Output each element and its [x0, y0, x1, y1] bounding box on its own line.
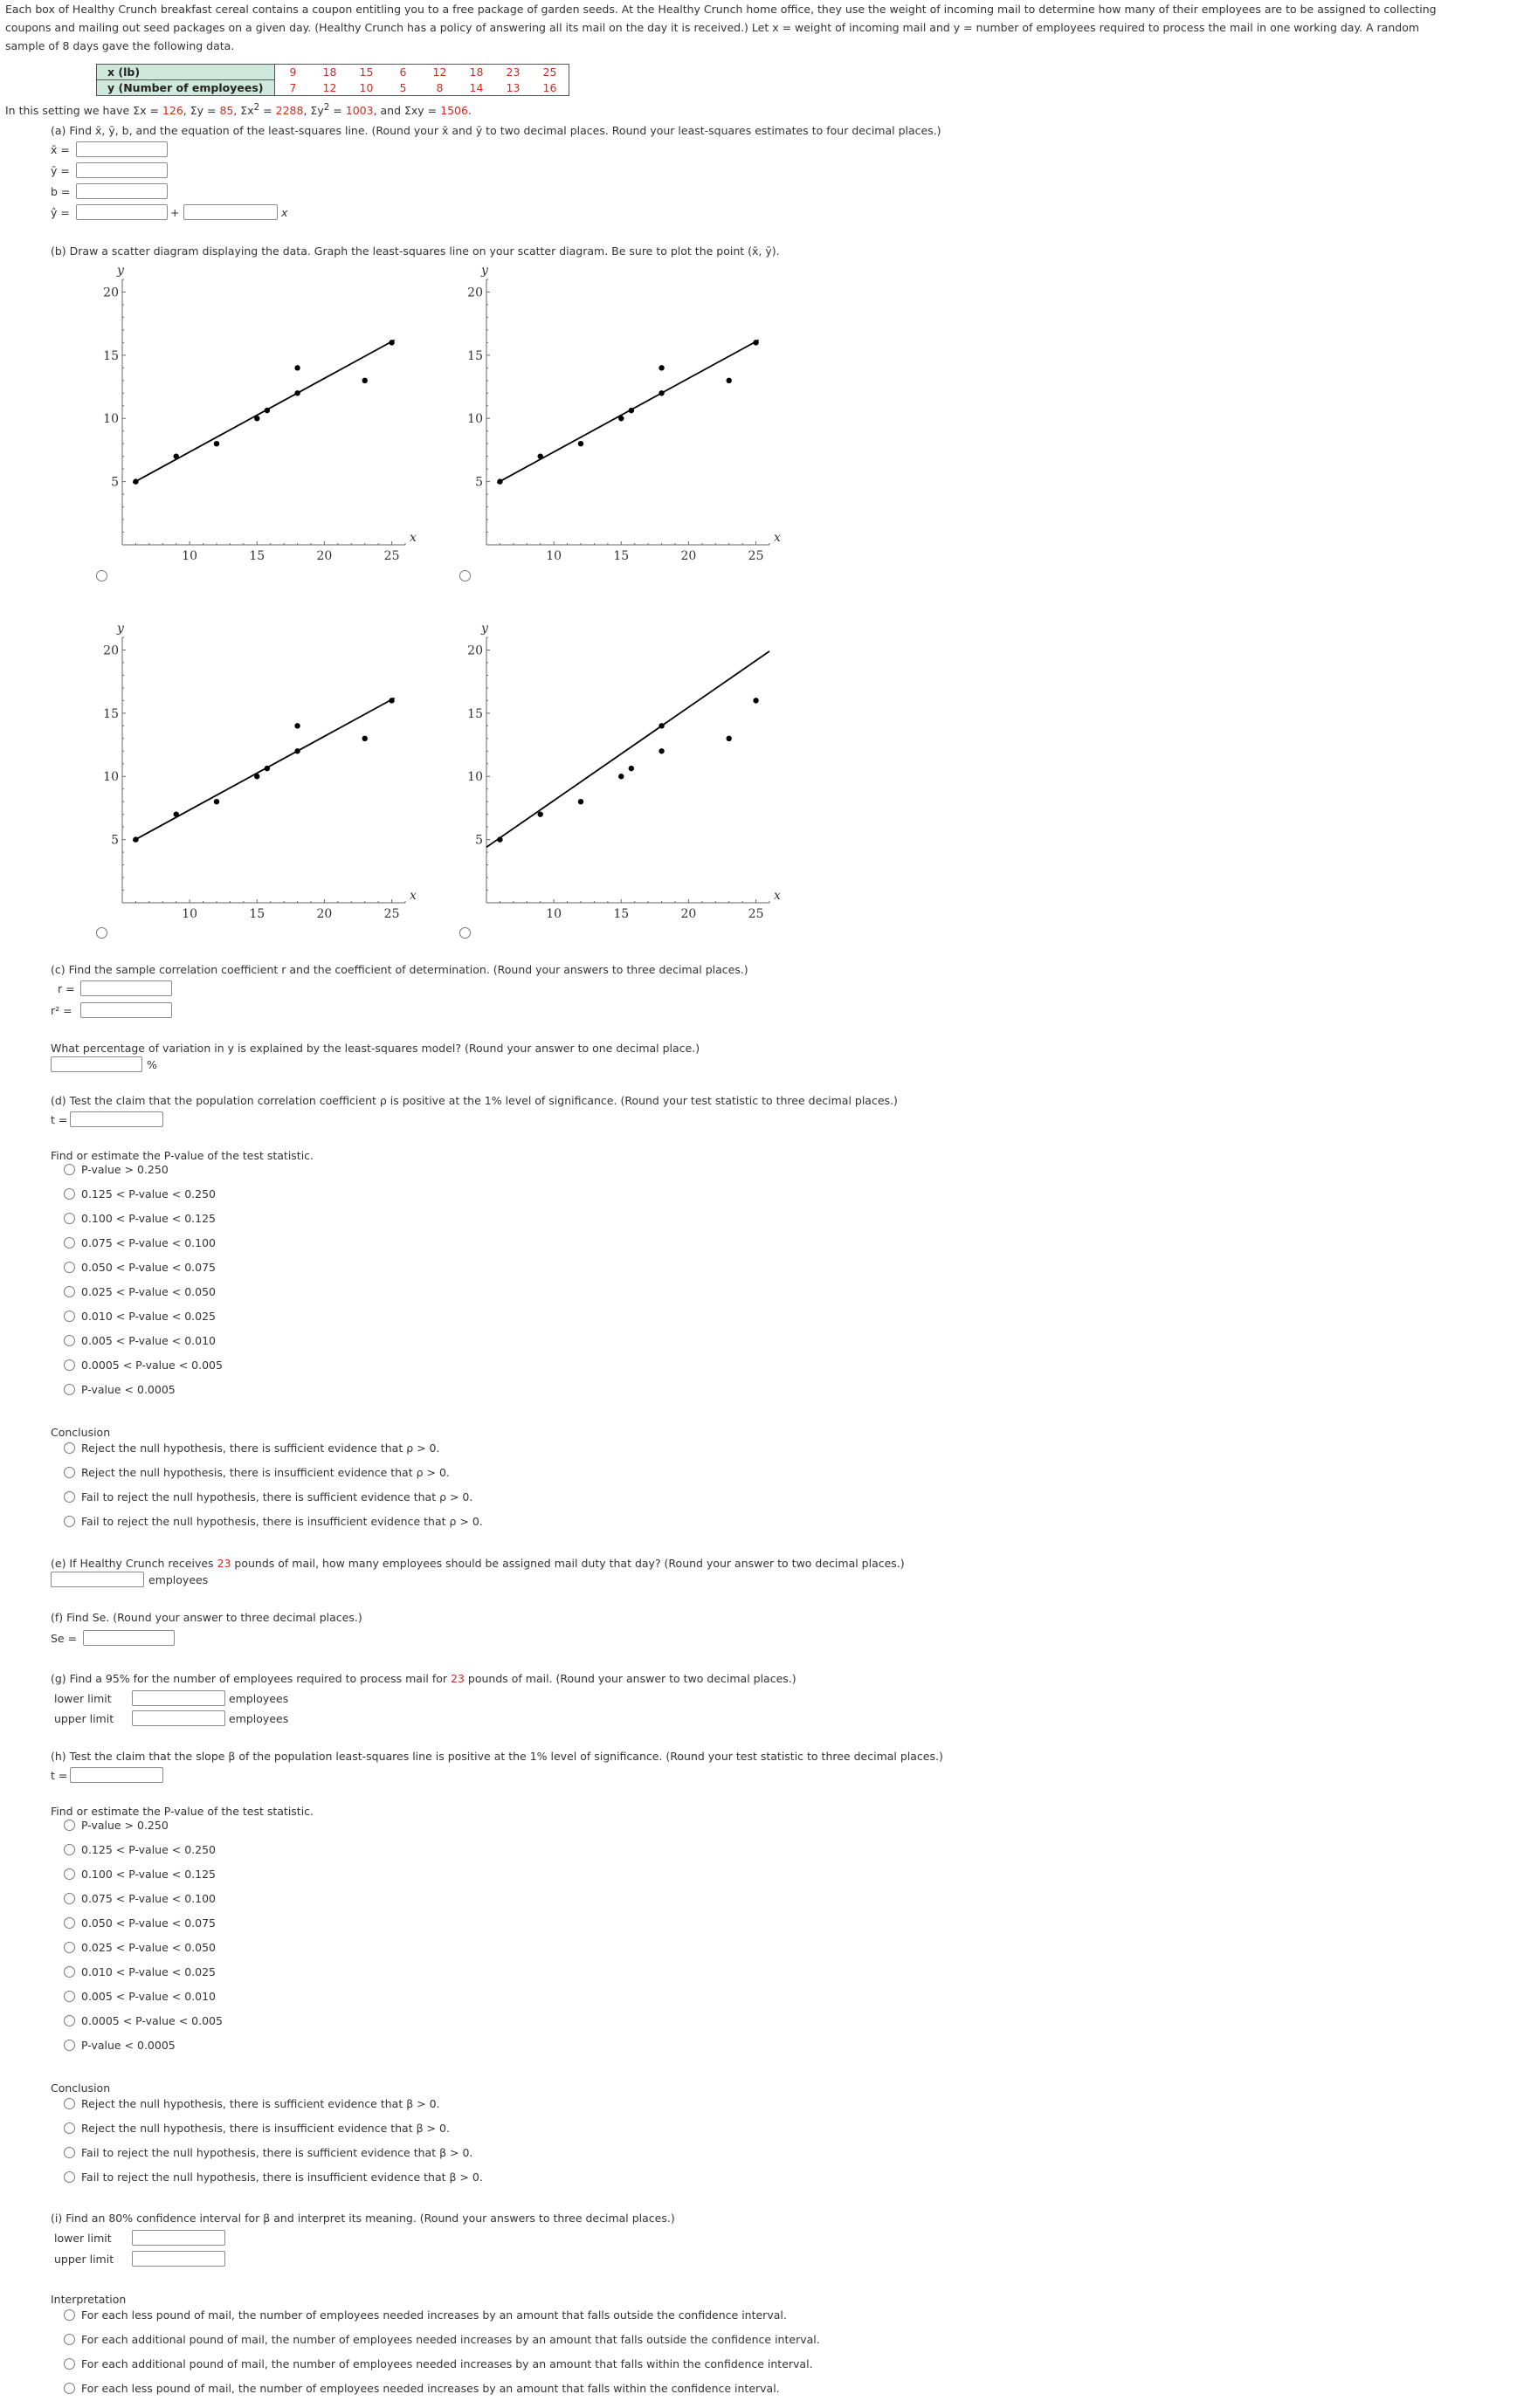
- radio-circle[interactable]: [64, 2147, 75, 2158]
- x-tick-label: 20: [680, 907, 697, 921]
- x-tick-label: 15: [249, 907, 265, 921]
- y-tick-label: 5: [475, 833, 483, 848]
- pvalue-option-h[interactable]: [64, 1843, 216, 1857]
- data-point: [753, 340, 758, 345]
- y-tick-label: 20: [467, 643, 483, 658]
- radio-circle[interactable]: [64, 2040, 75, 2051]
- b-label: b =: [51, 185, 71, 198]
- plus-sign: +: [170, 206, 180, 219]
- ybar-label: ȳ =: [51, 164, 70, 177]
- option-label: P-value < 0.0005: [81, 1383, 176, 1396]
- y-row: [97, 80, 569, 96]
- upper-limit-label-g: upper limit: [54, 1712, 114, 1725]
- data-point: [727, 378, 732, 383]
- sum-y2: 1003: [345, 104, 374, 118]
- graph-option-3-radio[interactable]: [96, 927, 107, 939]
- pvalue-option-h[interactable]: [64, 1819, 169, 1833]
- sum-x2: 2288: [275, 104, 304, 118]
- employees-unit: employees: [148, 1573, 209, 1586]
- radio-circle[interactable]: [64, 2171, 75, 2183]
- mail-weight: 23: [217, 1557, 231, 1570]
- y-value: 5: [385, 80, 422, 96]
- x-value: 23: [495, 65, 532, 80]
- intro-line-2: coupons and mailing out seed packages on a given day. (Healthy Crunch has a policy of answering all its mail on the day it is received.) Let x = weight of incoming mail and y = number of employees required to process the mail in one working day. A random: [5, 21, 1420, 34]
- option-label: 0.050 < P-value < 0.075: [81, 1261, 216, 1274]
- pvalue-option-h[interactable]: [64, 2039, 176, 2053]
- part-d-question: (d) Test the claim that the population correlation coefficient ρ is positive at the 1% level of significance. (Round your test statistic to three decimal places.): [51, 1094, 898, 1107]
- option-label: 0.025 < P-value < 0.050: [81, 1941, 216, 1954]
- pct-question: What percentage of variation in y is explained by the least-squares model? (Round your answer to one decimal place.): [51, 1042, 700, 1055]
- conclusion-option-d[interactable]: [64, 1441, 439, 1455]
- conclusion-label-d: Conclusion: [51, 1426, 111, 1439]
- pvalue-option-d[interactable]: [64, 1383, 176, 1397]
- data-point: [538, 811, 543, 816]
- radio-circle[interactable]: [64, 1917, 75, 1929]
- x-tick-label: 15: [613, 907, 630, 921]
- option-label: 0.005 < P-value < 0.010: [81, 1990, 216, 2003]
- y-tick-label: 20: [467, 286, 483, 300]
- radio-circle[interactable]: [64, 1188, 75, 1200]
- xbar-input[interactable]: [76, 141, 168, 157]
- radio-circle[interactable]: [64, 1966, 75, 1978]
- interpretation-option[interactable]: [64, 2382, 780, 2396]
- data-point: [578, 441, 583, 446]
- data-point: [497, 478, 502, 484]
- data-point: [659, 748, 664, 753]
- sum-xy-label: , and Σxy =: [373, 104, 441, 118]
- x-tick-label: 10: [546, 549, 562, 563]
- data-point: [133, 836, 138, 842]
- radio-circle[interactable]: [64, 1820, 75, 1831]
- part-h-question: (h) Test the claim that the slope β of the population least-squares line is positive at the 1% level of significance. (Round your test statistic to three decimal places.): [51, 1750, 943, 1763]
- q-text: pounds of mail. (Round your answer to two decimal places.): [464, 1672, 796, 1685]
- option-label: For each additional pound of mail, the number of employees needed increases by an amount that falls within the confidence interval.: [81, 2357, 813, 2370]
- y-tick-label: 15: [467, 348, 483, 363]
- pvalue-option-h[interactable]: [64, 1941, 216, 1955]
- y-value: 8: [422, 80, 459, 96]
- se-label: Se =: [51, 1632, 78, 1645]
- option-label: 0.0005 < P-value < 0.005: [81, 2014, 223, 2027]
- data-point: [214, 441, 219, 446]
- data-point: [174, 453, 179, 458]
- data-point: [389, 340, 394, 345]
- radio-circle[interactable]: [64, 1844, 75, 1855]
- conclusion-option-h[interactable]: [64, 2097, 440, 2111]
- pvalue-option-h[interactable]: [64, 1892, 216, 1906]
- radio-circle[interactable]: [64, 1893, 75, 1904]
- pvalue-option-h[interactable]: [64, 1868, 216, 1882]
- part-i-question: (i) Find an 80% confidence interval for β and interpret its meaning. (Round your answers to three decimal places.): [51, 2212, 675, 2225]
- data-point: [294, 390, 300, 396]
- y-tick-label: 10: [467, 412, 483, 427]
- data-point: [618, 774, 624, 779]
- option-label: 0.125 < P-value < 0.250: [81, 1187, 216, 1201]
- data-point: [629, 408, 634, 413]
- data-point: [294, 748, 300, 753]
- option-label: 0.010 < P-value < 0.025: [81, 1310, 216, 1323]
- y-value: 7: [274, 80, 312, 96]
- conclusion-option-h[interactable]: [64, 2122, 450, 2136]
- option-label: 0.100 < P-value < 0.125: [81, 1212, 216, 1225]
- sum-x2-label: , Σx: [233, 104, 254, 118]
- y-value: 10: [348, 80, 385, 96]
- employees-input[interactable]: [51, 1572, 144, 1587]
- x-tick-label: 10: [182, 549, 198, 563]
- x-axis-label: x: [410, 531, 417, 545]
- graph-option-1: [94, 264, 419, 565]
- x-tick-label: 25: [748, 907, 764, 921]
- part-e-question: [51, 1557, 905, 1570]
- sums-line: [5, 102, 472, 117]
- eq: =: [329, 104, 346, 118]
- y-axis-label: y: [117, 622, 124, 636]
- data-point: [753, 698, 758, 703]
- pct-input[interactable]: [51, 1056, 142, 1072]
- y-tick-label: 15: [467, 706, 483, 721]
- y-value: 13: [495, 80, 532, 96]
- option-label: For each less pound of mail, the number of employees needed increases by an amount that falls outside the confidence interval.: [81, 2308, 787, 2322]
- interpretation-option[interactable]: [64, 2333, 820, 2347]
- y-tick-label: 5: [111, 475, 119, 490]
- part-f-question: (f) Find Se. (Round your answer to three decimal places.): [51, 1611, 362, 1624]
- yhat-intercept-input[interactable]: [76, 204, 168, 220]
- y-value: 14: [459, 80, 495, 96]
- option-label: Reject the null hypothesis, there is insufficient evidence that β > 0.: [81, 2122, 450, 2135]
- part-c-question: (c) Find the sample correlation coefficient r and the coefficient of determination. (Round your answers to three decimal places.): [51, 963, 748, 976]
- option-label: For each additional pound of mail, the number of employees needed increases by an amount that falls outside the confidence interval.: [81, 2333, 820, 2346]
- t-input-h[interactable]: [70, 1767, 163, 1783]
- radio-circle[interactable]: [64, 1868, 75, 1880]
- y-value: 16: [532, 80, 569, 96]
- r-input[interactable]: [80, 980, 172, 996]
- lower-limit-label-i: lower limit: [54, 2232, 112, 2245]
- x-axis-label: x: [774, 531, 781, 545]
- pvalue-option-d[interactable]: [64, 1359, 223, 1373]
- yhat-slope-input[interactable]: [183, 204, 278, 220]
- x-value: 25: [532, 65, 569, 80]
- t-input-d[interactable]: [70, 1111, 163, 1127]
- data-point: [727, 736, 732, 741]
- option-label: 0.010 < P-value < 0.025: [81, 1965, 216, 1978]
- interpretation-label: Interpretation: [51, 2293, 127, 2306]
- pvalue-option-d[interactable]: [64, 1334, 216, 1348]
- radio-circle[interactable]: [64, 1286, 75, 1297]
- data-point: [265, 766, 270, 771]
- radio-circle[interactable]: [64, 2309, 75, 2321]
- part-b-question: (b) Draw a scatter diagram displaying the data. Graph the least-squares line on your scatter diagram. Be sure to plot the point (x̄, ȳ).: [51, 244, 780, 258]
- x-value: 15: [348, 65, 385, 80]
- graph-option-2-radio[interactable]: [459, 570, 471, 581]
- pvalue-option-d[interactable]: [64, 1187, 216, 1201]
- data-point: [362, 736, 368, 741]
- period: .: [467, 104, 472, 118]
- y-tick-label: 15: [103, 706, 119, 721]
- y-axis-label: y: [117, 264, 124, 278]
- q-text: (e) If Healthy Crunch receives: [51, 1557, 217, 1570]
- regression-line: [133, 698, 394, 841]
- x-value: 18: [312, 65, 348, 80]
- y-tick-label: 10: [103, 412, 119, 427]
- data-point: [265, 408, 270, 413]
- radio-circle[interactable]: [64, 2098, 75, 2109]
- data-point: [659, 365, 664, 370]
- option-label: Fail to reject the null hypothesis, there is insufficient evidence that ρ > 0.: [81, 1515, 483, 1528]
- radio-circle[interactable]: [64, 2383, 75, 2394]
- conclusion-option-d[interactable]: [64, 1515, 483, 1529]
- x-tick-label: 10: [182, 907, 198, 921]
- eq: =: [259, 104, 276, 118]
- sup-2: 2: [253, 102, 260, 113]
- y-tick-label: 10: [467, 770, 483, 785]
- y-tick-label: 20: [103, 643, 119, 658]
- x-axis-label: x: [410, 889, 417, 903]
- x-tick-label: 10: [546, 907, 562, 921]
- option-label: Reject the null hypothesis, there is sufficient evidence that β > 0.: [81, 2097, 440, 2110]
- graph-option-3: [94, 622, 419, 923]
- q-text: pounds of mail, how many employees should be assigned mail duty that day? (Round your answer to two decimal places.): [231, 1557, 905, 1570]
- data-point: [214, 799, 219, 804]
- x-tick-label: 15: [613, 549, 630, 563]
- pvalue-option-d[interactable]: [64, 1310, 216, 1324]
- pct-unit: %: [147, 1058, 157, 1071]
- data-point: [389, 698, 394, 703]
- radio-circle[interactable]: [64, 1262, 75, 1273]
- pvalue-option-d[interactable]: [64, 1261, 216, 1275]
- r2-label: r² =: [51, 1004, 72, 1017]
- x-tick-label: 25: [383, 907, 400, 921]
- radio-circle[interactable]: [64, 1491, 75, 1503]
- y-axis-label: y: [481, 622, 488, 636]
- data-point: [497, 836, 502, 842]
- pvalue-option-d[interactable]: [64, 1285, 216, 1299]
- data-point: [538, 453, 543, 458]
- option-label: 0.005 < P-value < 0.010: [81, 1334, 216, 1347]
- sum-xy: 1506: [440, 104, 468, 118]
- interpretation-option[interactable]: [64, 2308, 787, 2322]
- option-label: Fail to reject the null hypothesis, there is sufficient evidence that β > 0.: [81, 2146, 473, 2159]
- option-label: Fail to reject the null hypothesis, there is insufficient evidence that β > 0.: [81, 2171, 483, 2184]
- x-tick-label: 15: [249, 549, 265, 563]
- pvalue-option-d[interactable]: [64, 1212, 216, 1226]
- radio-circle[interactable]: [64, 1384, 75, 1395]
- pvalue-prompt-h: Find or estimate the P-value of the test statistic.: [51, 1805, 314, 1818]
- conclusion-option-d[interactable]: [64, 1490, 472, 1504]
- t-label-d: t =: [51, 1113, 68, 1126]
- part-a-question: (a) Find x̄, ȳ, b, and the equation of the least-squares line. (Round your x̄ and ȳ to two decimal places. Round your least-squares estimates to four decimal places.): [51, 124, 941, 137]
- data-point: [618, 416, 624, 421]
- upper-limit-label-i: upper limit: [54, 2253, 114, 2266]
- unit-g: employees: [229, 1712, 289, 1725]
- conclusion-option-h[interactable]: [64, 2171, 483, 2184]
- y-axis-label: y: [481, 264, 488, 278]
- graph-option-4: [459, 622, 783, 923]
- pvalue-option-d[interactable]: [64, 1236, 216, 1250]
- data-point: [659, 723, 664, 728]
- conclusion-option-d[interactable]: [64, 1466, 450, 1480]
- y-tick-label: 5: [475, 475, 483, 490]
- x-value: 9: [274, 65, 312, 80]
- graph-option-1-radio[interactable]: [96, 570, 107, 581]
- sum-y2-label: , Σy: [303, 104, 324, 118]
- sum-x: 126: [162, 104, 183, 118]
- x-header: x (lb): [97, 65, 275, 80]
- lower-limit-input-g[interactable]: [132, 1690, 225, 1706]
- data-point: [362, 378, 368, 383]
- option-label: 0.050 < P-value < 0.075: [81, 1916, 216, 1930]
- x-tick-label: 20: [680, 549, 697, 563]
- pvalue-option-h[interactable]: [64, 1965, 216, 1979]
- radio-circle[interactable]: [64, 1467, 75, 1478]
- x-tick-label: 20: [316, 549, 333, 563]
- x-tick-label: 25: [748, 549, 764, 563]
- data-point: [254, 416, 259, 421]
- graph-option-2: [459, 264, 783, 565]
- graph-option-4-radio[interactable]: [459, 927, 471, 939]
- sup-2: 2: [323, 102, 330, 113]
- option-label: For each less pound of mail, the number of employees needed increases by an amount that falls within the confidence interval.: [81, 2382, 780, 2395]
- y-header: y (Number of employees): [97, 80, 275, 96]
- pvalue-option-h[interactable]: [64, 1990, 216, 2004]
- x-row: [97, 65, 569, 80]
- pvalue-option-h[interactable]: [64, 2014, 223, 2028]
- q-text: (g) Find a 95% for the number of employees required to process mail for: [51, 1672, 452, 1685]
- data-point: [629, 766, 634, 771]
- sum-y-label: , Σy =: [183, 104, 220, 118]
- y-tick-label: 20: [103, 286, 119, 300]
- regression-line: [133, 340, 394, 483]
- data-point: [659, 390, 664, 396]
- conclusion-option-h[interactable]: [64, 2146, 472, 2160]
- radio-circle[interactable]: [64, 1359, 75, 1371]
- xbar-label: x̄ =: [51, 143, 70, 156]
- radio-circle[interactable]: [64, 2358, 75, 2370]
- data-point: [294, 365, 300, 370]
- mail-weight: 23: [451, 1672, 465, 1685]
- radio-circle[interactable]: [64, 1237, 75, 1249]
- t-label-h: t =: [51, 1769, 68, 1782]
- radio-circle[interactable]: [64, 1213, 75, 1224]
- data-point: [578, 799, 583, 804]
- regression-line: [497, 340, 758, 483]
- y-tick-label: 15: [103, 348, 119, 363]
- radio-circle[interactable]: [64, 1991, 75, 2002]
- regression-line: [486, 651, 769, 847]
- data-point: [254, 774, 259, 779]
- unit-g: employees: [229, 1692, 289, 1705]
- x-axis-label: x: [774, 889, 781, 903]
- y-tick-label: 10: [103, 770, 119, 785]
- intro-line-1: Each box of Healthy Crunch breakfast cereal contains a coupon entitling you to a free package of garden seeds. At the Healthy Crunch home office, they use the weight of incoming mail to determine how many of their employees are to be assigned to collecting: [5, 3, 1437, 16]
- radio-circle[interactable]: [64, 1442, 75, 1454]
- data-table: [96, 64, 569, 96]
- pvalue-prompt-d: Find or estimate the P-value of the test statistic.: [51, 1149, 314, 1162]
- radio-circle[interactable]: [64, 2015, 75, 2026]
- x-value: 12: [422, 65, 459, 80]
- part-g-question: [51, 1672, 796, 1685]
- pvalue-option-d[interactable]: [64, 1163, 169, 1177]
- se-input[interactable]: [83, 1630, 175, 1646]
- r2-input[interactable]: [80, 1002, 172, 1018]
- x-value: 18: [459, 65, 495, 80]
- option-label: P-value < 0.0005: [81, 2039, 176, 2052]
- radio-circle[interactable]: [64, 2122, 75, 2134]
- option-label: P-value > 0.250: [81, 1819, 169, 1832]
- radio-circle[interactable]: [64, 1311, 75, 1322]
- radio-circle[interactable]: [64, 1516, 75, 1527]
- x-tick-label: 20: [316, 907, 333, 921]
- radio-circle[interactable]: [64, 2334, 75, 2345]
- sums-prefix: In this setting we have Σx =: [5, 104, 162, 118]
- option-label: 0.100 < P-value < 0.125: [81, 1868, 216, 1881]
- pvalue-option-h[interactable]: [64, 1916, 216, 1930]
- r-label: r =: [58, 982, 75, 995]
- option-label: 0.0005 < P-value < 0.005: [81, 1359, 223, 1372]
- x-value: 6: [385, 65, 422, 80]
- x-variable: x: [281, 206, 288, 219]
- ybar-input[interactable]: [76, 162, 168, 178]
- lower-limit-label-g: lower limit: [54, 1692, 112, 1705]
- intro-line-3: sample of 8 days gave the following data.: [5, 39, 235, 52]
- option-label: Reject the null hypothesis, there is sufficient evidence that ρ > 0.: [81, 1441, 440, 1455]
- option-label: 0.025 < P-value < 0.050: [81, 1285, 216, 1298]
- upper-limit-input-g[interactable]: [132, 1710, 225, 1726]
- radio-circle[interactable]: [64, 1335, 75, 1346]
- upper-limit-input-i[interactable]: [132, 2251, 225, 2267]
- y-tick-label: 5: [111, 833, 119, 848]
- yhat-label: ŷ =: [51, 206, 70, 219]
- data-point: [294, 723, 300, 728]
- option-label: 0.075 < P-value < 0.100: [81, 1892, 216, 1905]
- option-label: Reject the null hypothesis, there is insufficient evidence that ρ > 0.: [81, 1466, 450, 1479]
- option-label: Fail to reject the null hypothesis, there is sufficient evidence that ρ > 0.: [81, 1490, 473, 1503]
- data-point: [133, 478, 138, 484]
- conclusion-label-h: Conclusion: [51, 2081, 111, 2095]
- interpretation-option[interactable]: [64, 2357, 813, 2371]
- option-label: 0.125 < P-value < 0.250: [81, 1843, 216, 1856]
- radio-circle[interactable]: [64, 1164, 75, 1175]
- option-label: 0.075 < P-value < 0.100: [81, 1236, 216, 1249]
- b-input[interactable]: [76, 183, 168, 199]
- lower-limit-input-i[interactable]: [132, 2230, 225, 2246]
- data-point: [174, 811, 179, 816]
- option-label: P-value > 0.250: [81, 1163, 169, 1176]
- y-value: 12: [312, 80, 348, 96]
- sum-y: 85: [219, 104, 234, 118]
- x-tick-label: 25: [383, 549, 400, 563]
- radio-circle[interactable]: [64, 1942, 75, 1953]
